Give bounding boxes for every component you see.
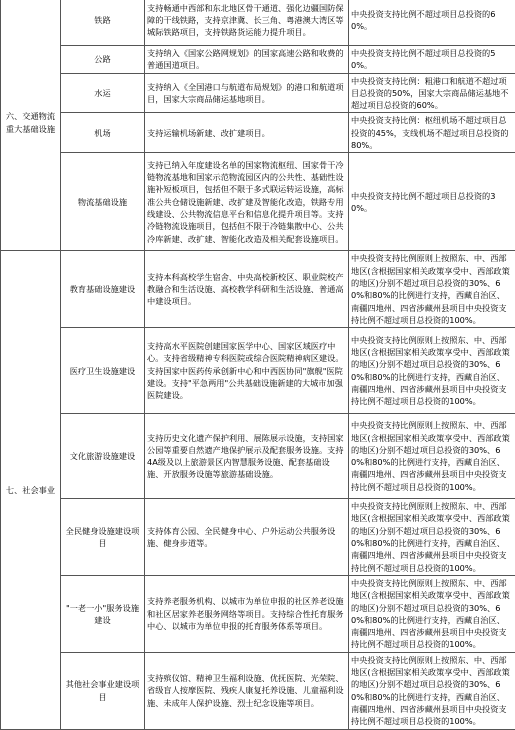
row-subcategory: 机场 — [61, 113, 145, 153]
table-row — [1, 113, 515, 153]
row-content: 支持运输机场新建、改扩建项目。 — [145, 113, 349, 153]
row-policy: 中央投资支持比例原则上按照东、中、西部地区(含根据国家相关政策享受中、西部政策的地区)分别不超过项目总投资的30%、60%和80%的比例进行支持，西藏自治区、南疆四地州、四省涉藏州县项目中央投资支持比例不超过项目总投资的100%。 — [349, 652, 515, 729]
row-content: 支持历史文化遗产保护利用、展陈展示设施，支持国家公园等重要自然遗产地保护展示及配套服务设施。支持4A级及以上旅游景区内智慧服务设施、配套基础设施、开放服务设施等旅游基础设施。 — [145, 414, 349, 499]
row-content: 支持养老服务机构、以城市为单位申报的社区养老设施和社区居家养老服务网络等项目。支持综合性托育服务中心、以城市为单位申报的托育服务体系等项目。 — [145, 575, 349, 652]
row-subcategory: 教育基础设施建设 — [61, 251, 145, 328]
row-subcategory: 物流基础设施 — [61, 153, 145, 251]
row-policy: 中央投资支持比例原则上按照东、中、西部地区(含根据国家相关政策享受中、西部政策的地区)分别不超过项目总投资的30%、60%和80%的比例进行支持，西藏自治区、南疆四地州、四省涉藏州县项目中央投资支持比例不超过项目总投资的100%。 — [349, 251, 515, 328]
row-content: 支持纳入《全国港口与航道布局规划》的港口和航道项目，国家大宗商品储运基地项目。 — [145, 73, 349, 113]
category-social: 七、社会事业 — [1, 251, 61, 729]
row-subcategory: 文化旅游设施建设 — [61, 414, 145, 499]
row-subcategory: 水运 — [61, 73, 145, 113]
row-policy: 中央投资支持比例原则上按照东、中、西部地区(含根据国家相关政策享受中、西部政策的地区)分别不超过项目总投资的30%、60%和80%的比例进行支持，西藏自治区、南疆四地州、四省涉藏州县项目中央投资支持比例不超过项目总投资的100%。 — [349, 499, 515, 576]
table-row — [1, 73, 515, 113]
row-policy: 中央投资支持比例不超过项目总投资的50%。 — [349, 46, 515, 74]
row-policy: 中央投资支持比例不超过项目总投资的60%。 — [349, 0, 515, 46]
row-content: 支持畅通中西部和东北地区骨干通道、强化边疆国防保障的干线铁路，支持京津冀、长三角、粤港澳大湾区等城际铁路项目，支持铁路货运能力提升项目。 — [145, 0, 349, 46]
row-content: 支持体育公园、全民健身中心、户外运动公共服务设施、健身步道等。 — [145, 499, 349, 576]
row-content: 支持殡仪馆、精神卫生福利设施、优抚医院、光荣院、省级盲人按摩医院、残疾人康复托养设施、儿童福利设施、未成年人保护设施、烈士纪念设施等项目。 — [145, 652, 349, 729]
table-row — [1, 0, 515, 46]
table-row — [1, 652, 515, 729]
row-subcategory: 公路 — [61, 46, 145, 74]
row-policy: 中央投资支持比例：枢纽机场不超过项目总投资的45%，支线机场不超过项目总投资的80%。 — [349, 113, 515, 153]
row-policy: 中央投资支持比例：粗港口和航道不超过项目总投资的50%，国家大宗商品储运基地不超过项目总投资的60%。 — [349, 73, 515, 113]
row-content: 支持高水平医院创建国家医学中心、国家区域医疗中心。支持省级精神专科医院或综合医院精神病区建设。支持国家中医药传承创新中心和中西医协同"旗舰"医院建设。支持"平急两用"公共基础设施新建的大城市加强医院建设。 — [145, 328, 349, 414]
row-policy: 中央投资支持比例不超过项目总投资的30%。 — [349, 153, 515, 251]
row-subcategory: 全民健身设施建设项目 — [61, 499, 145, 576]
row-content: 支持本科高校学生宿舍、中央高校新校区、职业院校产教融合和生活设施、高校教学科研和生活设施、普通高中建设项目。 — [145, 251, 349, 328]
row-policy: 中央投资支持比例原则上按照东、中、西部地区(含根据国家相关政策享受中、西部政策的地区)分别不超过项目总投资的30%、60%和80%的比例进行支持，西藏自治区、南疆四地州、四省涉藏州县项目中央投资支持比例不超过项目总投资的100%。 — [349, 414, 515, 499]
table-row — [1, 251, 515, 328]
row-content: 支持已纳入年度建设名单的国家物流枢纽、国家骨干冷链物流基地和国家示范物流园区内的公共性、基础性设施补短板项目，包括但不限于多式联运转运设施，高标准公共仓储设施新建、改扩建及智能化改造，铁路专用线建设、公共物流信息平台和信息化提升项目等。支持冷链物流设施项目，包括但不限于冷链集散中心、公共冷库新建、改扩建、智能化改造及相关配套设施项目。 — [145, 153, 349, 251]
row-subcategory: 医疗卫生设施建设 — [61, 328, 145, 414]
row-policy: 中央投资支持比例原则上按照东、中、西部地区(含根据国家相关政策享受中、西部政策的地区)分别不超过项目总投资的30%、60%和80%的比例进行支持，西藏自治区、南疆四地州、四省涉藏州县项目中央投资支持比例不超过项目总投资的100%。 — [349, 575, 515, 652]
table-row — [1, 499, 515, 576]
table-row — [1, 153, 515, 251]
row-policy: 中央投资支持比例原则上按照东、中、西部地区(含根据国家相关政策享受中、西部政策的地区)分别不超过项目总投资的30%、60%和80%的比例进行支持，西藏自治区、南疆四地州、四省涉藏州县项目中央投资支持比例不超过项目总投资的100%。 — [349, 328, 515, 414]
row-content: 支持纳入《国家公路网规划》的国家高速公路和收费的普通国道项目。 — [145, 46, 349, 74]
row-subcategory: 其他社会事业建设项目 — [61, 652, 145, 729]
table-row — [1, 414, 515, 499]
table-row — [1, 575, 515, 652]
table-row — [1, 46, 515, 74]
row-subcategory: "一老一小"服务设施建设 — [61, 575, 145, 652]
row-subcategory: 铁路 — [61, 0, 145, 46]
category-transport: 六、交通物流重大基础设施 — [1, 0, 61, 251]
table-row — [1, 328, 515, 414]
